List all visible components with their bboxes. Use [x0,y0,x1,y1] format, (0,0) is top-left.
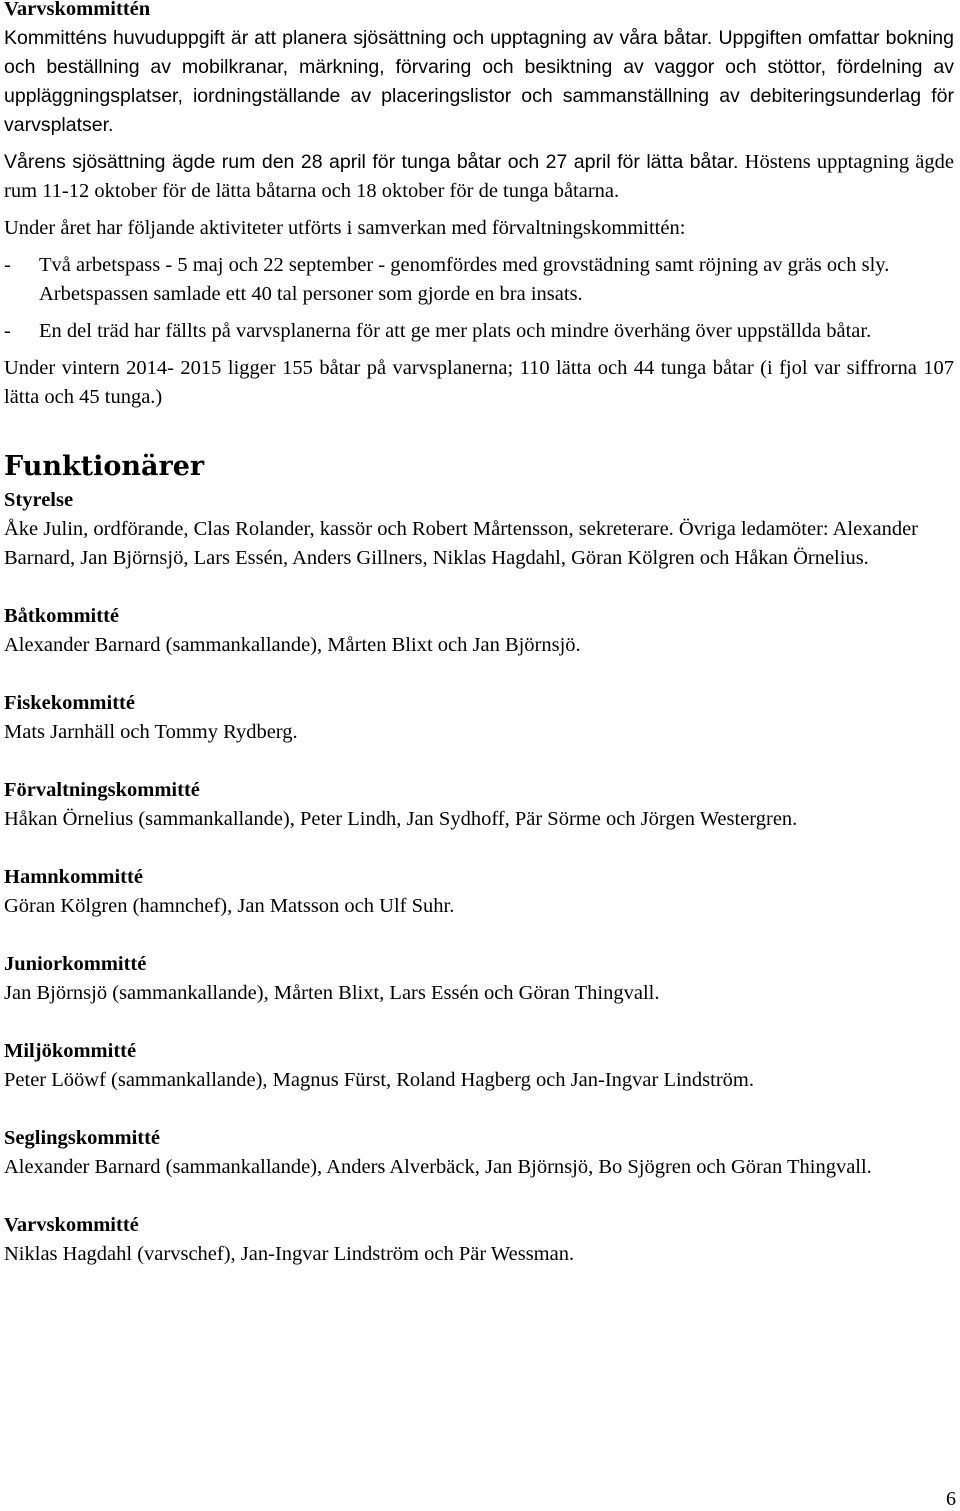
list-item [4,251,954,309]
committee-members: Mats Jarnhäll och Tommy Rydberg. [4,721,298,743]
bullet-dash: - [4,254,11,276]
varv-task-paragraph: Kommitténs huvuduppgift är att planera sjösättning och upptagning av våra båtar. Uppgiften omfattar bokning och beställning av mobilkranar, märkning, förvaring och besiktning av vaggor och stöttor, fördelning av uppläggningsplatser, iordningställande av placeringslistor och sammanställning av debiteringsunderlag för varvsplatser. [4,27,954,136]
list-item [4,317,954,346]
funktionarer-heading: Funktionärer [4,451,205,482]
launch-haulout-paragraph [4,148,954,206]
committee-members: Niklas Hagdahl (varvschef), Jan-Ingvar Lindström och Pär Wessman. [4,1243,575,1265]
committee-name: Båtkommitté [4,605,120,627]
autumn-haulout-text: Höstens upptagning ägde rum 11-12 oktober för de lätta båtarna och 18 oktober för de tunga båtarna. [4,151,954,202]
committee-members: Göran Kölgren (hamnchef), Jan Matsson och Ulf Suhr. [4,895,455,917]
committee-miljokommitte [4,1037,954,1095]
committee-varvskommitte [4,1211,954,1269]
activity-text: En del träd har fällts på varvsplanerna för att ge mer plats och mindre överhäng över uppställda båtar. [39,320,872,342]
page-number: 6 [946,1488,956,1510]
committee-batkommitte [4,602,954,660]
spring-launch-text: Vårens sjösättning ägde rum den 28 april för tunga båtar och 27 april för lätta båtar. [4,151,739,173]
committee-name: Fiskekommitté [4,692,135,714]
activity-text: Två arbetspass - 5 maj och 22 september - genomfördes med grovstädning samt röjning av gräs och sly. Arbetspassen samlade ett 40 tal personer som gjorde en bra insats. [39,254,890,305]
winter-storage-paragraph: Under vintern 2014- 2015 ligger 155 båtar på varvsplanerna; 110 lätta och 44 tunga båtar (i fjol var siffrorna 107 lätta och 45 tunga.) [4,357,954,408]
committee-members: Åke Julin, ordförande, Clas Rolander, kassör och Robert Mårtensson, sekreterare. Övriga ledamöter: Alexander Barnard, Jan Björnsjö, Lars Essén, Anders Gillners, Niklas Hagdahl, Göran Kölgren och Håkan Örnelius. [4,518,918,569]
document-page [4,0,954,1298]
bullet-dash: - [4,320,11,342]
committee-fiskekommitte [4,689,954,747]
committee-members: Alexander Barnard (sammankallande), Anders Alverbäck, Jan Björnsjö, Bo Sjögren och Göran Thingvall. [4,1156,872,1178]
committee-members: Håkan Örnelius (sammankallande), Peter Lindh, Jan Sydhoff, Pär Sörme och Jörgen Westergren. [4,808,798,830]
committee-hamnkommitte [4,863,954,921]
varvskommitten-heading: Varvskommittén [4,0,151,20]
committee-members: Jan Björnsjö (sammankallande), Mårten Blixt, Lars Essén och Göran Thingvall. [4,982,660,1004]
committee-forvaltningskommitte [4,776,954,834]
committee-members: Alexander Barnard (sammankallande), Mårten Blixt och Jan Björnsjö. [4,634,581,656]
committee-members: Peter Lööwf (sammankallande), Magnus Fürst, Roland Hagberg och Jan-Ingvar Lindström. [4,1069,754,1091]
committee-name: Seglingskommitté [4,1127,161,1149]
committee-name: Förvaltningskommitté [4,779,200,801]
committee-name: Hamnkommitté [4,866,143,888]
committee-seglingskommitte [4,1124,954,1182]
activities-intro-paragraph: Under året har följande aktiviteter utförts i samverkan med förvaltningskommittén: [4,217,686,239]
committee-name: Styrelse [4,489,74,511]
committee-juniorkommitte [4,950,954,1008]
committee-name: Juniorkommitté [4,953,147,975]
committee-name: Varvskommitté [4,1214,139,1236]
activities-list [4,251,954,346]
committee-name: Miljökommitté [4,1040,137,1062]
committee-styrelse [4,486,954,573]
